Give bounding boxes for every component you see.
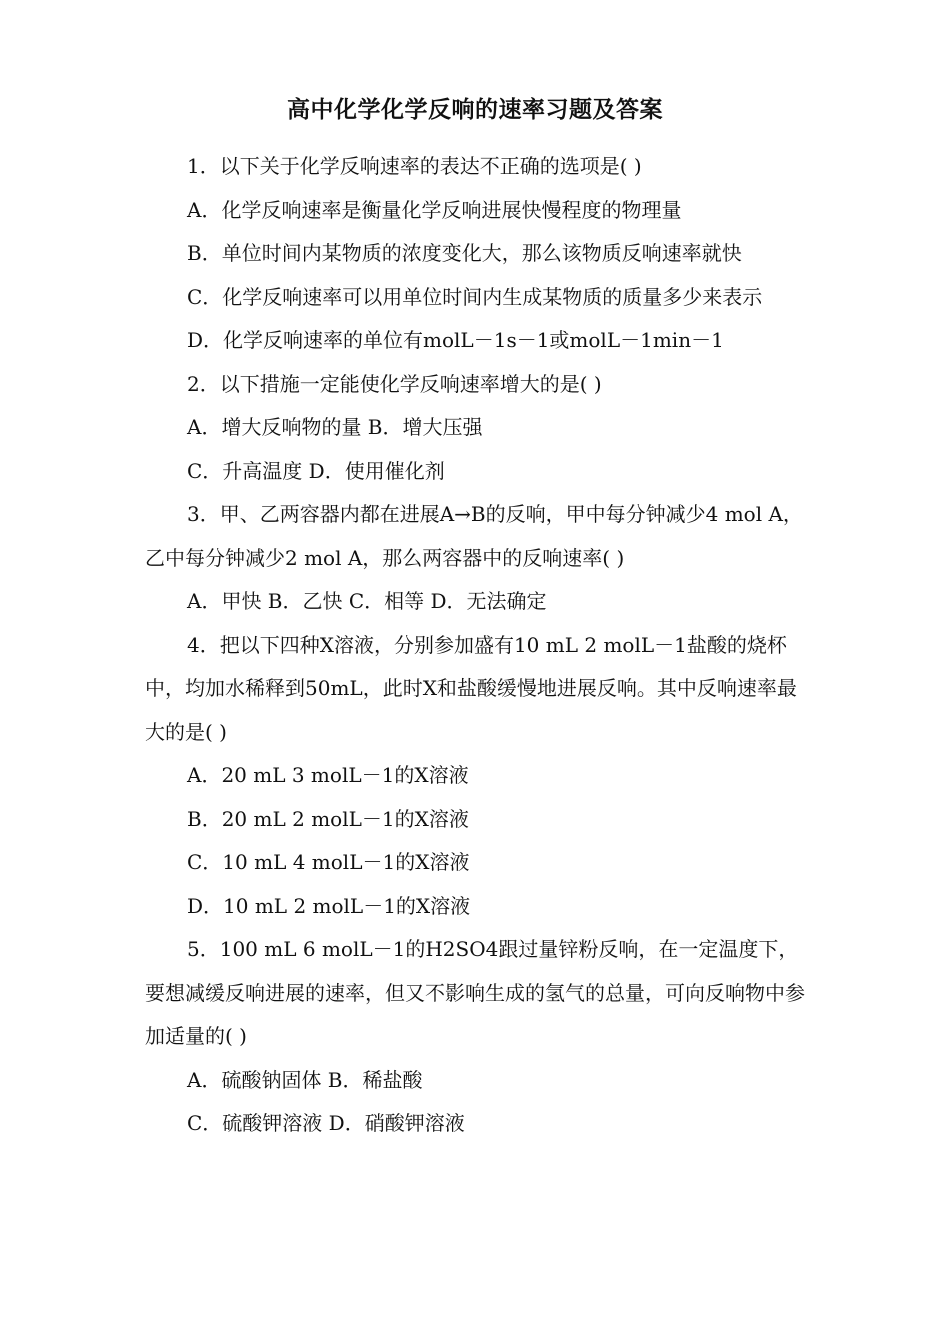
question-4-option-d: D．10 mL 2 molL－1的X溶液 (187, 893, 471, 918)
question-5-stem: 5．100 mL 6 molL－1的H2SO4跟过量锌粉反响，在一定温度下，要想减缓反响进展的速率，但又不影响生成的氢气的总量，可向反响物中参加适量的( ) (145, 937, 805, 1048)
question-3-stem: 3．甲、乙两容器内都在进展A→B的反响，甲中每分钟减少4 mol A，乙中每分钟减少2 mol A，那么两容器中的反响速率( ) (145, 502, 803, 570)
question-4-stem: 4．把以下四种X溶液，分别参加盛有10 mL 2 molL－1盐酸的烧杯中，均加水稀释到50mL，此时X和盐酸缓慢地进展反响。其中反响速率最大的是( ) (145, 632, 797, 744)
document-body (145, 145, 810, 1146)
question-2-stem: 2．以下措施一定能使化学反响速率增大的是( ) (187, 371, 602, 396)
question-1-option-c: C．化学反响速率可以用单位时间内生成某物质的质量多少来表示 (187, 284, 763, 309)
document-title: 高中化学化学反响的速率习题及答案 (287, 97, 663, 123)
question-1-option-b: B．单位时间内某物质的浓度变化大，那么该物质反响速率就快 (187, 241, 742, 265)
question-3-options: A．甲快 B．乙快 C．相等 D．无法确定 (187, 589, 547, 613)
question-2-options-cd: C．升高温度 D．使用催化剂 (187, 458, 445, 483)
question-1-option-d: D．化学反响速率的单位有molL－1s－1或molL－1min－1 (187, 328, 724, 352)
question-4-option-a: A．20 mL 3 molL－1的X溶液 (187, 763, 469, 787)
question-1-option-a: A．化学反响速率是衡量化学反响进展快慢程度的物理量 (187, 197, 682, 222)
question-5-options-cd: C．硫酸钾溶液 D．硝酸钾溶液 (187, 1111, 465, 1135)
question-2-options-ab: A．增大反响物的量 B．增大压强 (187, 415, 483, 439)
question-4-option-c: C．10 mL 4 molL－1的X溶液 (187, 850, 470, 874)
question-5-options-ab: A．硫酸钠固体 B．稀盐酸 (187, 1067, 423, 1092)
question-4-option-b: B．20 mL 2 molL－1的X溶液 (187, 806, 469, 831)
question-1-stem: 1．以下关于化学反响速率的表达不正确的选项是( ) (187, 154, 642, 178)
